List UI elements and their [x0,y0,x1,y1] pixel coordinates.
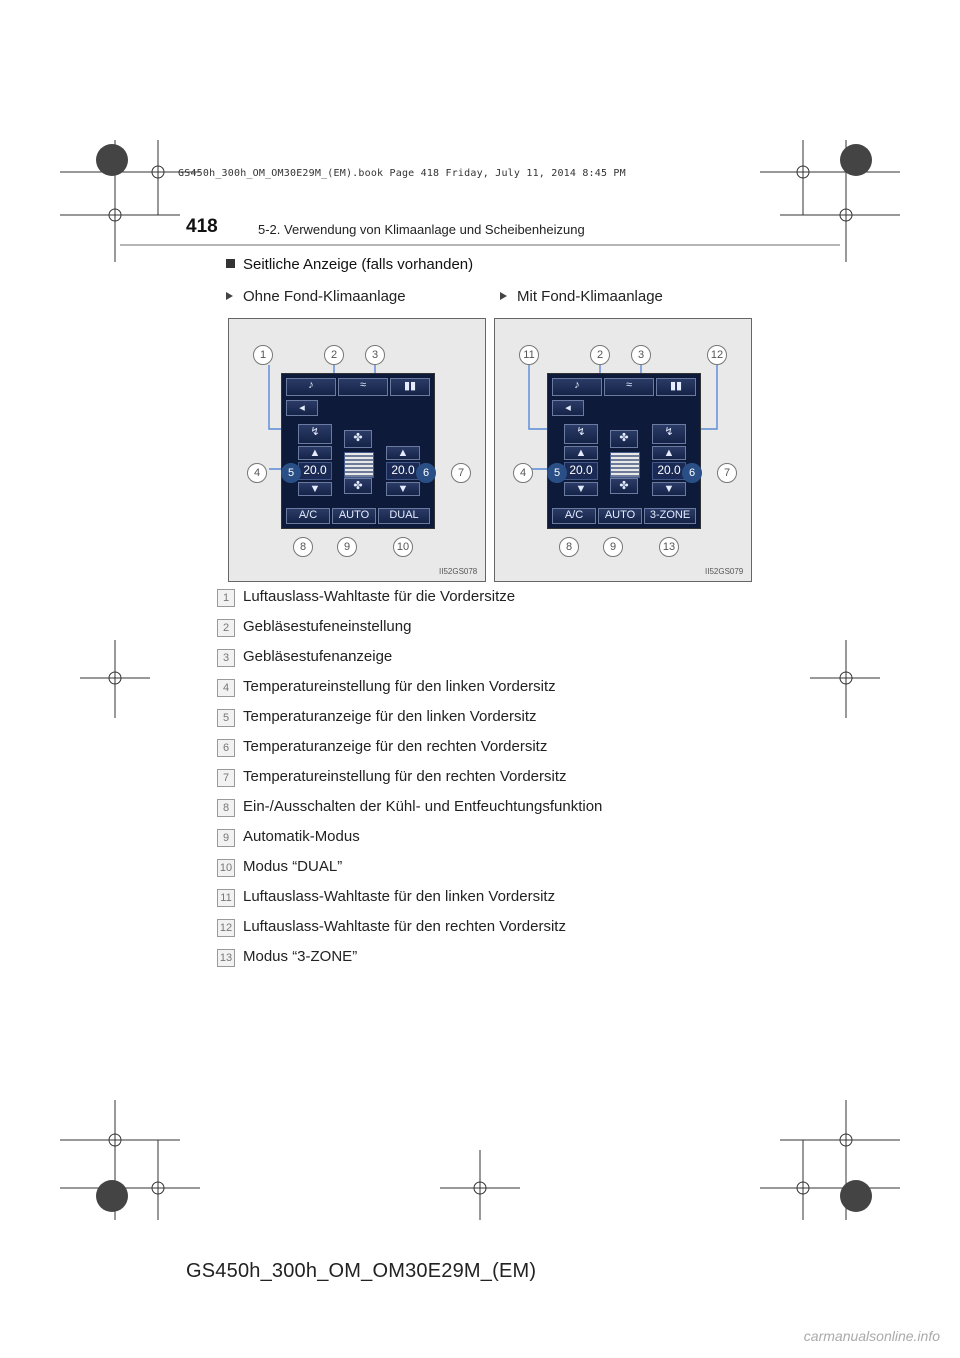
callout-11: 11 [519,345,539,365]
item-text: Automatik-Modus [243,828,360,845]
item-number: 13 [217,949,235,967]
item-text: Modus “DUAL” [243,858,343,875]
callout-6: 6 [682,463,702,483]
fan-level-button[interactable]: ✤ [344,430,372,448]
item-text: Luftauslass-Wahltaste für den rechten Vordersitz [243,918,566,935]
callout-3: 3 [631,345,651,365]
figure-code-right: II52GS079 [705,567,744,576]
item-number: 8 [217,799,235,817]
figure-label-right [500,288,663,305]
section-title-text: Seitliche Anzeige (falls vorhanden) [243,256,474,273]
item-number: 4 [217,679,235,697]
callout-6: 6 [416,463,436,483]
fan-level-button[interactable]: ✤ [610,430,638,448]
item-text: Gebläsestufeneinstellung [243,618,412,635]
item-text: Gebläsestufenanzeige [243,648,393,665]
fan-level-indicator [610,452,640,478]
item-number: 5 [217,709,235,727]
dual-button[interactable]: DUAL [378,508,430,524]
figure-right [494,318,752,582]
book-info-line: GS450h_300h_OM_OM30E29M_(EM).book Page 418 Friday, July 11, 2014 8:45 PM [178,168,626,179]
air-outlet-right-button[interactable]: ↯ [652,424,686,444]
watermark: carmanualsonline.info [803,1328,940,1344]
ac-button[interactable]: A/C [552,508,596,524]
temp-right-display: 20.0 [652,462,686,480]
callout-9: 9 [337,537,357,557]
figure-label-left [226,288,406,305]
temp-left-down-button[interactable]: ▼ [298,482,332,496]
climate-tab-button[interactable]: ≈ [604,378,654,396]
callout-1: 1 [253,345,273,365]
callout-10: 10 [393,537,413,557]
item-text: Temperaturanzeige für den rechten Vordersitz [243,738,548,755]
item-number: 3 [217,649,235,667]
header-rule [120,244,840,246]
item-text: Temperatureinstellung für den linken Vordersitz [243,678,556,695]
temp-right-up-button[interactable]: ▲ [652,446,686,460]
item-text: Temperatureinstellung für den rechten Vordersitz [243,768,567,785]
figure-label-left-text: Ohne Fond-Klimaanlage [243,288,406,305]
callout-12: 12 [707,345,727,365]
temp-right-down-button[interactable]: ▼ [386,482,420,496]
auto-button[interactable]: AUTO [332,508,376,524]
item-number: 2 [217,619,235,637]
temp-left-display: 20.0 [564,462,598,480]
equalizer-tab-button[interactable]: ▮▮ [656,378,696,396]
fan-low-button[interactable]: ✤ [610,478,638,494]
callout-7: 7 [451,463,471,483]
temp-right-display: 20.0 [386,462,420,480]
item-number: 7 [217,769,235,787]
ac-button[interactable]: A/C [286,508,330,524]
climate-screen-right [547,373,701,529]
fan-level-indicator [344,452,374,478]
callout-4: 4 [513,463,533,483]
temp-left-display: 20.0 [298,462,332,480]
temp-left-up-button[interactable]: ▲ [298,446,332,460]
callout-5: 5 [547,463,567,483]
section-title [226,256,473,273]
figure-code-left: II52GS078 [439,567,478,576]
callout-3: 3 [365,345,385,365]
temp-left-up-button[interactable]: ▲ [564,446,598,460]
callout-9: 9 [603,537,623,557]
figure-left [228,318,486,582]
figure-label-right-text: Mit Fond-Klimaanlage [517,288,663,305]
callout-5: 5 [281,463,301,483]
equalizer-tab-button[interactable]: ▮▮ [390,378,430,396]
item-text: Luftauslass-Wahltaste für den linken Vordersitz [243,888,556,905]
item-text: Modus “3-ZONE” [243,948,358,965]
running-head: 5-2. Verwendung von Klimaanlage und Scheibenheizung [258,222,585,237]
square-bullet-icon [226,259,235,268]
climate-screen-left [281,373,435,529]
temp-right-up-button[interactable]: ▲ [386,446,420,460]
back-button[interactable]: ◂ [552,400,584,416]
temp-right-down-button[interactable]: ▼ [652,482,686,496]
item-number: 10 [217,859,235,877]
item-number: 1 [217,589,235,607]
callout-4: 4 [247,463,267,483]
item-number: 9 [217,829,235,847]
item-text: Ein-/Ausschalten der Kühl- und Entfeuchtungsfunktion [243,798,603,815]
temp-left-down-button[interactable]: ▼ [564,482,598,496]
footer-code: GS450h_300h_OM_OM30E29M_(EM) [186,1260,537,1282]
callout-2: 2 [324,345,344,365]
page-number: 418 [186,216,218,237]
item-text: Luftauslass-Wahltaste für die Vordersitze [243,588,516,605]
air-outlet-front-button[interactable]: ↯ [298,424,332,444]
triangle-bullet-icon [500,292,507,300]
callout-8: 8 [559,537,579,557]
callout-7: 7 [717,463,737,483]
callout-13: 13 [659,537,679,557]
music-tab-button[interactable]: ♪ [286,378,336,396]
callout-2: 2 [590,345,610,365]
item-number: 11 [217,889,235,907]
callout-8: 8 [293,537,313,557]
triangle-bullet-icon [226,292,233,300]
auto-button[interactable]: AUTO [598,508,642,524]
three-zone-button[interactable]: 3-ZONE [644,508,696,524]
back-button[interactable]: ◂ [286,400,318,416]
air-outlet-left-button[interactable]: ↯ [564,424,598,444]
item-number: 12 [217,919,235,937]
music-tab-button[interactable]: ♪ [552,378,602,396]
fan-low-button[interactable]: ✤ [344,478,372,494]
climate-tab-button[interactable]: ≈ [338,378,388,396]
item-text: Temperaturanzeige für den linken Vordersitz [243,708,537,725]
item-number: 6 [217,739,235,757]
